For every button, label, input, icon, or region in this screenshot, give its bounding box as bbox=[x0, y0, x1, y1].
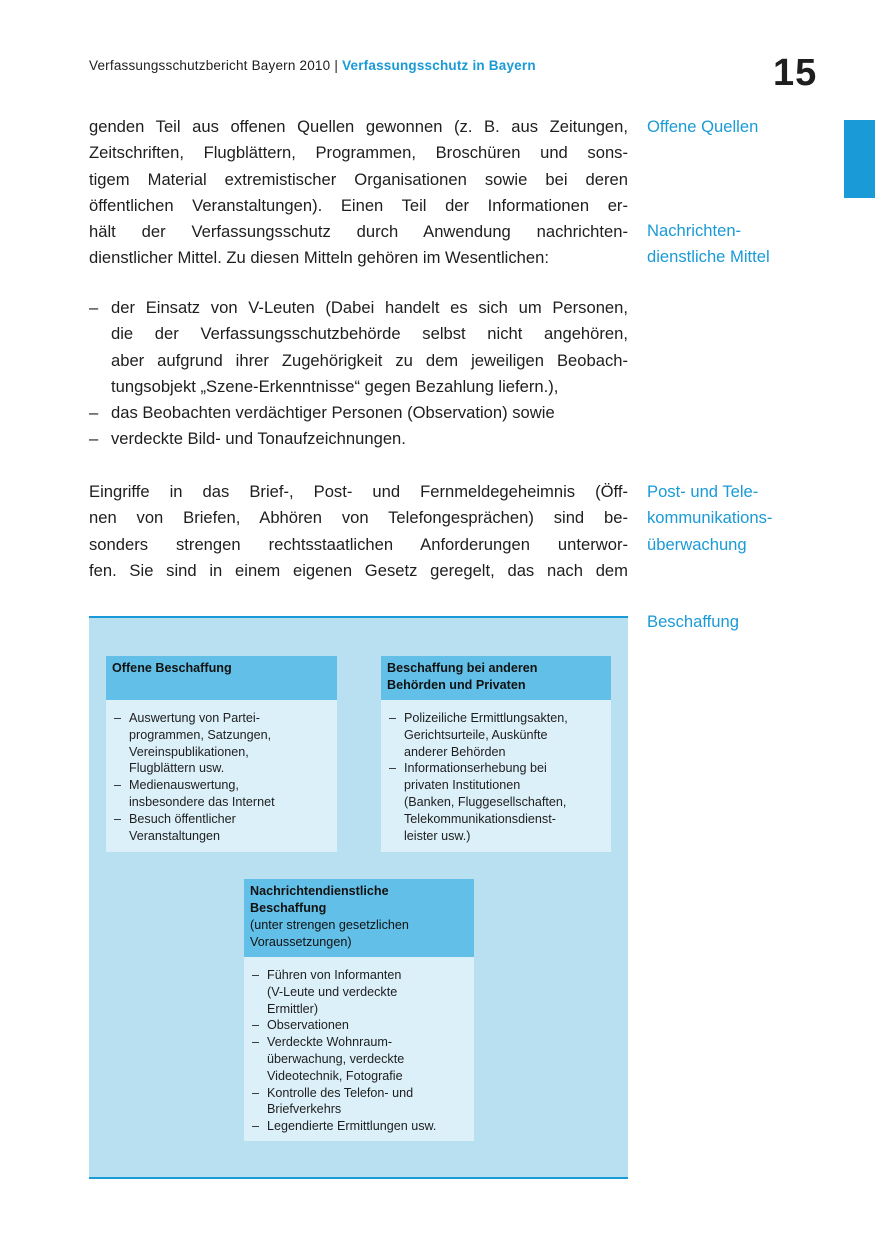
text-line: Informationserhebung bei bbox=[404, 761, 547, 776]
margin-note-beschaffung bbox=[647, 609, 739, 635]
box-header bbox=[381, 656, 611, 700]
box-title: Nachrichtendienstliche bbox=[250, 884, 389, 898]
section-title: Verfassungsschutz in Bayern bbox=[342, 58, 536, 73]
dash-marker: – bbox=[114, 711, 122, 725]
text-line: überwachung, verdeckte bbox=[267, 1051, 405, 1066]
text-line: Veranstaltungen bbox=[129, 828, 221, 843]
text-line: Flugblättern usw. bbox=[129, 761, 225, 776]
report-title: Verfassungsschutzbericht Bayern 2010 bbox=[89, 58, 331, 73]
text-line: Besuch öffentlicher bbox=[129, 811, 236, 826]
paragraph-open-sources bbox=[89, 114, 628, 272]
text-line: verdeckte Bild- und Tonaufzeichnungen. bbox=[111, 429, 406, 449]
margin-note-line: Beschaffung bbox=[647, 612, 739, 631]
box-body bbox=[244, 957, 474, 1141]
text-line: Observationen bbox=[267, 1018, 349, 1033]
dash-marker: – bbox=[389, 761, 397, 776]
list-item bbox=[389, 710, 603, 760]
text-line: (V-Leute und verdeckte bbox=[267, 984, 398, 999]
margin-note-offene-quellen bbox=[647, 114, 758, 140]
box-header bbox=[106, 656, 337, 700]
text-line: der Einsatz von V-Leuten (Dabei handelt es sich um Personen, bbox=[111, 298, 628, 317]
margin-note-line: Offene Quellen bbox=[647, 117, 759, 136]
text-line: Eingriffe in das Brief-, Post- und Fernmeldegeheimnis (Öff- bbox=[89, 482, 628, 501]
text-line: dienstlicher Mittel. Zu diesen Mitteln gehören im Wesentlichen: bbox=[89, 248, 549, 268]
list-item bbox=[252, 1017, 466, 1034]
dash-marker: – bbox=[114, 811, 122, 826]
text-line: Gerichtsurteile, Auskünfte bbox=[404, 727, 548, 742]
box-title: Beschaffung bei anderen bbox=[387, 661, 538, 675]
list-item bbox=[252, 967, 466, 1017]
text-line: fen. Sie sind in einem eigenen Gesetz geregelt, das nach dem bbox=[89, 560, 628, 580]
dash-marker: – bbox=[389, 711, 397, 725]
header-separator: | bbox=[334, 58, 339, 73]
text-line: Kontrolle des Telefon- und bbox=[267, 1085, 414, 1100]
text-line: (Banken, Fluggesellschaften, bbox=[404, 794, 567, 809]
box-body bbox=[106, 700, 337, 852]
margin-note-line: Post- und Tele- bbox=[647, 482, 759, 501]
margin-note-line: kommunikations- bbox=[647, 508, 773, 528]
text-line: sonders strengen rechtsstaatlichen Anforderungen unterwor- bbox=[89, 534, 628, 554]
dash-marker: – bbox=[252, 1085, 260, 1100]
text-line: insbesondere das Internet bbox=[129, 794, 275, 809]
chapter-thumb-tab bbox=[844, 120, 875, 198]
text-line: Polizeiliche Ermittlungsakten, bbox=[404, 711, 568, 725]
dash-marker: – bbox=[89, 429, 99, 449]
running-header bbox=[89, 58, 536, 73]
text-line: Führen von Informanten bbox=[267, 968, 402, 982]
dash-marker: – bbox=[252, 1035, 260, 1050]
box-nachrichtendienstliche-beschaffung bbox=[244, 879, 474, 1141]
list-item bbox=[89, 426, 628, 452]
page-number: 15 bbox=[773, 52, 818, 94]
list-item bbox=[252, 1034, 466, 1084]
text-line: leister usw.) bbox=[404, 828, 471, 843]
margin-note-nachrichtendienstliche-mittel bbox=[647, 218, 770, 271]
list-item bbox=[252, 1085, 466, 1119]
list-item bbox=[114, 710, 329, 777]
text-line: Vereinspublikationen, bbox=[129, 744, 249, 759]
list-item bbox=[114, 777, 329, 811]
box-title: Beschaffung bbox=[250, 901, 327, 915]
list-item bbox=[389, 760, 603, 844]
dash-marker: – bbox=[252, 1018, 260, 1033]
text-line: programmen, Satzungen, bbox=[129, 727, 272, 742]
box-offene-beschaffung bbox=[106, 656, 337, 852]
text-line: genden Teil aus offenen Quellen gewonnen (z. B. aus Zeitungen, bbox=[89, 117, 628, 136]
box-subtitle: (unter strengen gesetzlichen bbox=[250, 918, 409, 932]
text-line: tigem Material extremistischer Organisationen sowie bei deren bbox=[89, 169, 628, 189]
list-item bbox=[89, 400, 628, 426]
text-line: aber aufgrund ihrer Zugehörigkeit zu dem jeweiligen Beobach- bbox=[111, 350, 628, 370]
dash-marker: – bbox=[89, 403, 99, 423]
text-line: anderer Behörden bbox=[404, 744, 506, 759]
margin-note-telekommunikation bbox=[647, 479, 772, 558]
text-line: nen von Briefen, Abhören von Telefongesprächen) sind be- bbox=[89, 508, 628, 528]
text-line: die der Verfassungsschutzbehörde selbst nicht angehören, bbox=[111, 324, 628, 344]
text-line: privaten Institutionen bbox=[404, 778, 521, 793]
text-line: tungsobjekt „Szene-Erkenntnisse“ gegen Bezahlung liefern.), bbox=[111, 376, 559, 396]
list-item bbox=[114, 811, 329, 845]
margin-note-line: Nachrichten- bbox=[647, 221, 742, 240]
box-header bbox=[244, 879, 474, 957]
text-line: Legendierte Ermittlungen usw. bbox=[267, 1119, 437, 1134]
box-subtitle: Voraussetzungen) bbox=[250, 935, 352, 949]
box-beschaffung-andere-behoerden bbox=[381, 656, 611, 852]
text-line: das Beobachten verdächtiger Personen (Observation) sowie bbox=[111, 403, 555, 423]
text-line: Auswertung von Partei- bbox=[129, 711, 260, 725]
text-line: Telekommunikationsdienst- bbox=[404, 811, 556, 826]
text-line: hält der Verfassungsschutz durch Anwendung nachrichten- bbox=[89, 222, 628, 242]
margin-note-line: überwachung bbox=[647, 534, 747, 554]
text-line: Zeitschriften, Flugblättern, Programmen, Broschüren und sons- bbox=[89, 143, 628, 163]
text-line: Medienauswertung, bbox=[129, 778, 239, 793]
text-line: öffentlichen Veranstaltungen). Einen Teil der Informationen er- bbox=[89, 195, 628, 215]
list-item bbox=[89, 295, 628, 400]
paragraph-postal-secrecy bbox=[89, 479, 628, 584]
margin-note-line: dienstliche Mittel bbox=[647, 247, 770, 267]
dash-marker: – bbox=[252, 1119, 260, 1134]
box-title: Offene Beschaffung bbox=[112, 661, 232, 675]
list-item bbox=[252, 1118, 466, 1135]
text-line: Verdeckte Wohnraum- bbox=[267, 1035, 393, 1050]
beschaffung-diagram bbox=[89, 616, 628, 1179]
text-line: Ermittler) bbox=[267, 1001, 319, 1016]
dash-marker: – bbox=[89, 298, 99, 317]
intelligence-means-list bbox=[89, 295, 628, 453]
text-line: Videotechnik, Fotografie bbox=[267, 1068, 403, 1083]
box-title: Behörden und Privaten bbox=[387, 678, 526, 692]
text-line: Briefverkehrs bbox=[267, 1102, 342, 1117]
box-body bbox=[381, 700, 611, 852]
dash-marker: – bbox=[252, 968, 260, 982]
dash-marker: – bbox=[114, 778, 122, 793]
